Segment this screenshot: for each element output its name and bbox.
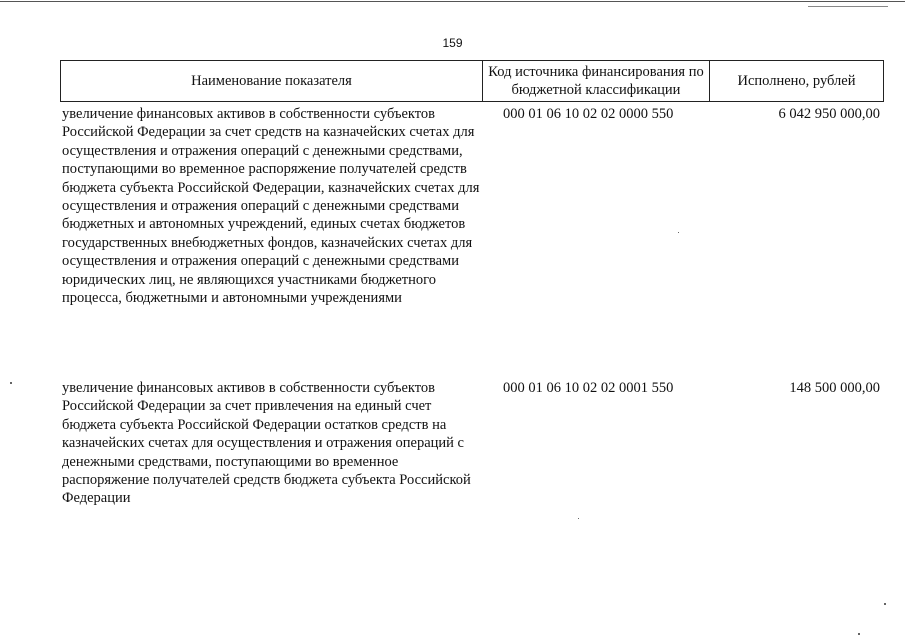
scan-speck: [10, 382, 12, 384]
table-header: [60, 60, 884, 102]
row-executed-amount: 148 500 000,00: [789, 380, 880, 396]
header-code-column: Код источника финансирования по бюджетной классификации: [483, 61, 710, 101]
scan-speck: [884, 603, 886, 605]
header-name-column: Наименование показателя: [61, 61, 483, 101]
top-edge-rule: [0, 1, 905, 2]
row-executed-amount: 6 042 950 000,00: [778, 106, 880, 122]
row-indicator-name: увеличение финансовых активов в собственности субъектов Российской Федерации за счет привлечения на единый счет бюджета субъекта Российской Федерации остатков средств на казначейских счетах для осуществления и отражения операций с денежными средствами, поступающими во временное распоряжение получателей средств бюджета субъекта Российской Федерации: [62, 380, 471, 507]
row-indicator-name: увеличение финансовых активов в собственности субъектов Российской Федерации за счет средств на казначейских счетах для осуществления и отражения операций с денежными средствами, поступающими во временное распоряжение получателей средств бюджета субъекта Российской Федерации, казначейских счетах для осуществления и отражения операций с денежными средствами бюджетных и автономных учреждений, единых счетах бюджетов государственных внебюджетных фондов, казначейских счетах для осуществления и отражения операций с денежными средствами юридических лиц, не являющихся участниками бюджетного процесса, бюджетными и автономными учреждениями: [62, 106, 480, 307]
scan-speck: [858, 633, 860, 635]
top-right-mark: [808, 6, 888, 7]
row-source-code: 000 01 06 10 02 02 0001 550: [503, 380, 674, 396]
row-source-code: 000 01 06 10 02 02 0000 550: [503, 106, 674, 122]
header-amount-column: Исполнено, рублей: [737, 73, 856, 89]
page-number: 159: [442, 36, 463, 50]
scan-speck: [678, 232, 679, 233]
scan-speck: [578, 518, 579, 519]
